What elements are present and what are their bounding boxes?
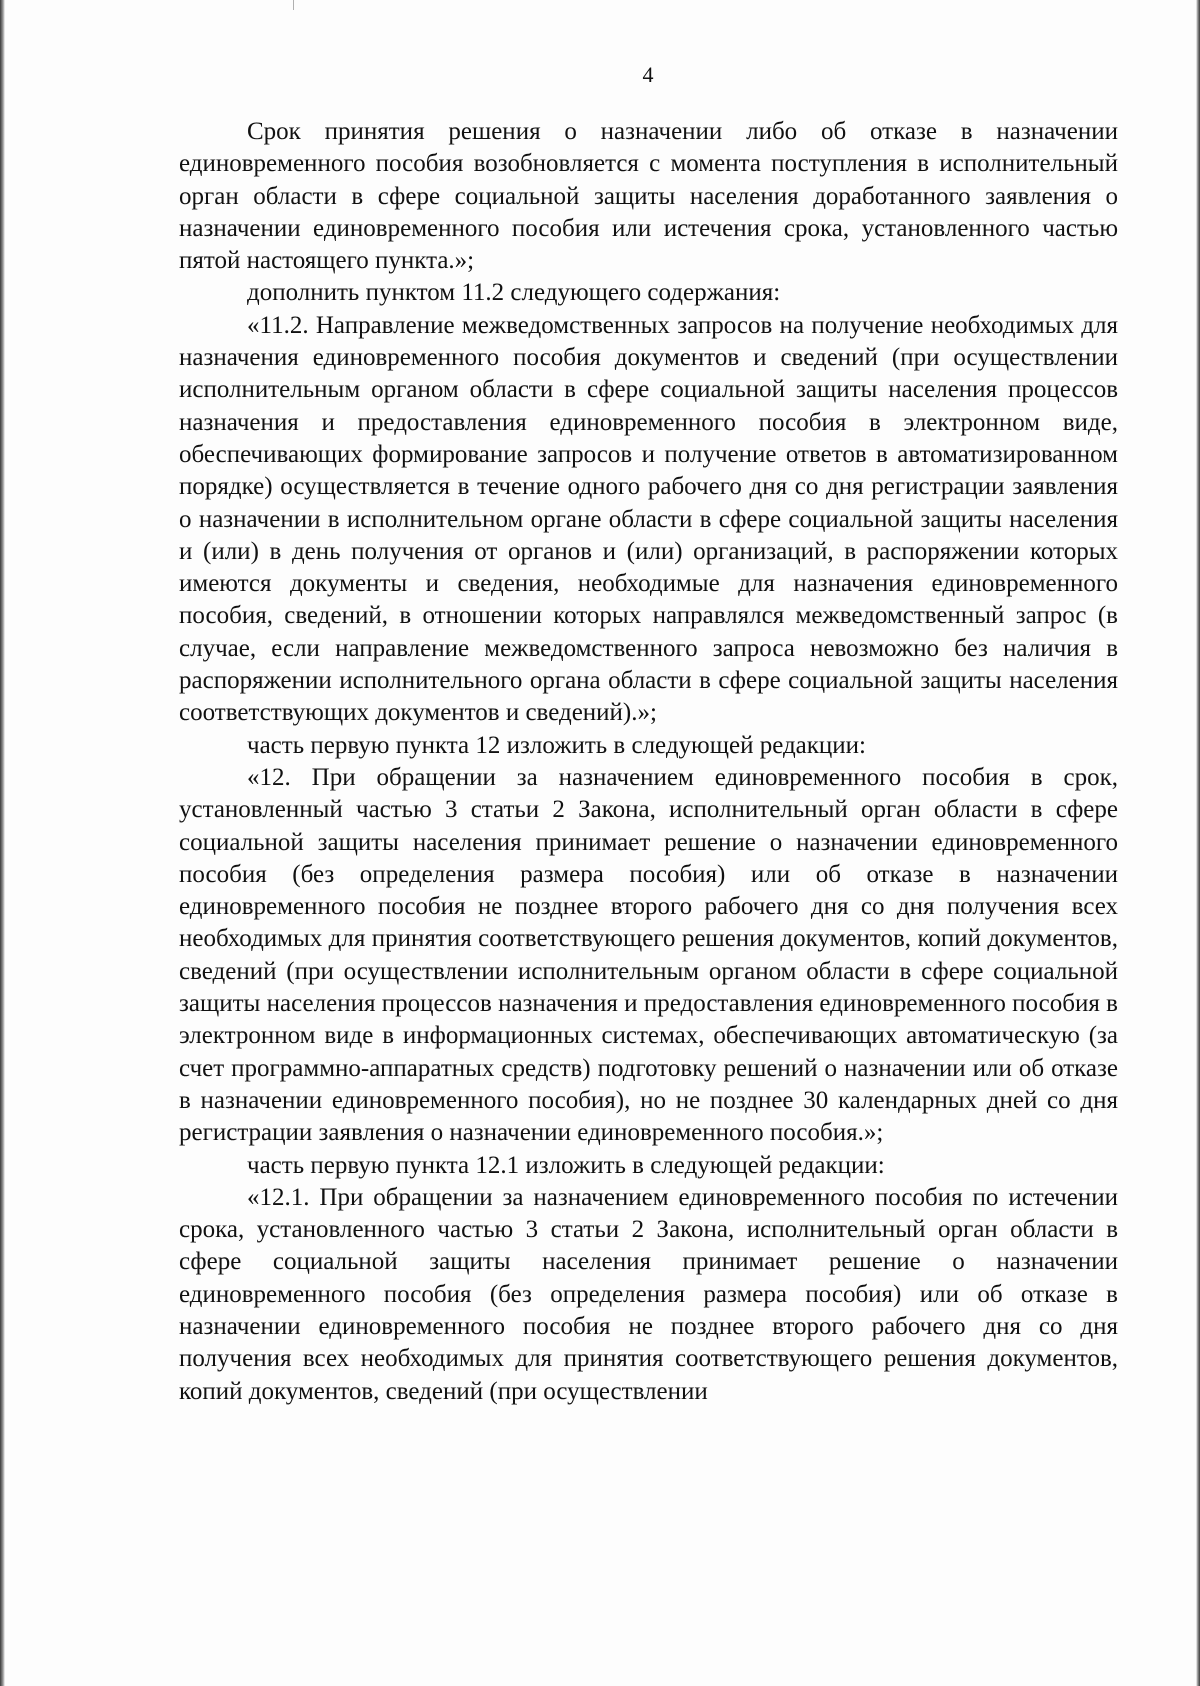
paragraph: часть первую пункта 12 изложить в следующей редакции:: [247, 731, 867, 759]
page-number: 4: [642, 62, 654, 87]
paragraph: «12.1. При обращении за назначением единовременного пособия по истечении срока, установленного частью 3 статьи 2 Закона, исполнительный орган области в сфере социальной защиты населения принимает решение о назначении единовременного пособия (без определения размера пособия) или об отказе в назначении единовременного пособия не позднее второго рабочего дня со дня получения всех необходимых для принятия соответствующего решения документов, копий документов, сведений (при осуществлении: [179, 1183, 1118, 1405]
paragraph: часть первую пункта 12.1 изложить в следующей редакции:: [247, 1151, 885, 1179]
scan-edge-left: [0, 0, 5, 1686]
scan-edge-right: [1196, 0, 1200, 1686]
paragraph: Срок принятия решения о назначении либо об отказе в назначении единовременного пособия возобновляется с момента поступления в исполнительный орган области в сфере социальной защиты населения доработанного заявления о назначении единовременного пособия или истечения срока, установленного частью пятой настоящего пункта.»;: [179, 118, 1118, 275]
scan-mark: [293, 0, 294, 10]
paragraph: «12. При обращении за назначением единовременного пособия в срок, установленный частью 3 статьи 2 Закона, исполнительный орган области в сфере социальной защиты населения принимает решение о назначении единовременного пособия (без определения размера пособия) или об отказе в назначении единовременного пособия не позднее второго рабочего дня со дня получения всех необходимых для принятия соответствующего решения документов, копий документов, сведений (при осуществлении исполнительным органом области в сфере социальной защиты населения процессов назначения и предоставления единовременного пособия в электронном виде в информационных системах, обеспечивающих автоматическую (за счет программно-аппаратных средств) подготовку решений о назначении или об отказе в назначении единовременного пособия), но не позднее 30 календарных дней со дня регистрации заявления о назначении единовременного пособия.»;: [179, 763, 1118, 1147]
paragraph: «11.2. Направление межведомственных запросов на получение необходимых для назначения единовременного пособия документов и сведений (при осуществлении исполнительным органом области в сфере социальной защиты населения процессов назначения и предоставления единовременного пособия в электронном виде, обеспечивающих формирование запросов и получение ответов в автоматизированном порядке) осуществляется в течение одного рабочего дня со дня регистрации заявления о назначении в исполнительном органе области в сфере социальной защиты населения и (или) в день получения от органов и (или) организаций, в распоряжении которых имеются документы и сведения, необходимые для назначения единовременного пособия, сведений, в отношении которых направлялся межведомственный запрос (в случае, если направление межведомственного запроса невозможно без наличия в распоряжении исполнительного органа области в сфере социальной защиты населения соответствующих документов и сведений).»;: [179, 311, 1118, 727]
paragraph: дополнить пунктом 11.2 следующего содержания:: [247, 279, 781, 307]
document-body: [179, 116, 1118, 1408]
